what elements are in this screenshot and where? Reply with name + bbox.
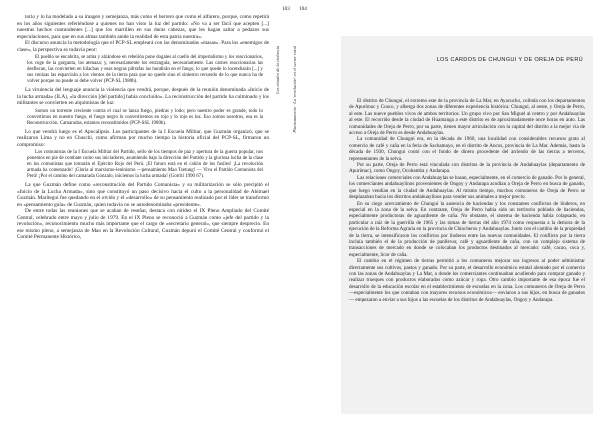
block-quote	[27, 150, 263, 180]
quote-text: Los comunistas de la I Escuela Militar del Partido, sello de los tiempos de paz y apertura de la guerra popular, nos ponemos en pie de combate como sus iniciadores, asumiendo bajo la dirección del Partido y la gloriosa lucha de la clase en los comunistas que tomarán el Ejército Rojo del Perú. ¡El futuro está en el cañón de los fusiles! ¡La revolución armada ha comenzado! ¡Gloria al marxismo-leninismo —pensamiento Mao Tsetung! — Viva el Partido Comunista del Perú! ¡Por el camino del camarada Gonzalo, iniciemos la lucha armada! (Gorriti 1990 67).	[27, 150, 263, 179]
box-text	[349, 98, 585, 303]
body-paragraph: La que Guzmán define como «reconstitución del Partido Comunista» y su militarización se sólo precipitó el «Inicio de la Lucha Armada», sino que constituyó un paso decisivo hacia el culto a la personalidad de Abimael Guzmán. Marítegui fue quedando en el olvido y el «desarrollo» de su pensamiento realizado por el líder se transformó en «pensamiento guía» de Guzmán, quien todavía no se autodenominaba «presidente».	[17, 182, 269, 208]
box-paragraph: El cambio en el régimen de tierras permitió a los comuneros mejorar sus ingresos al poder administrar directamente sus cultivos, pastos y ganado. Por su parte, el desarrollo económico estatal alentado por el comercio con las zonas de Andahuaylas y La Mar, a donde los comerciantes continuaban acudiendo para comprar ganado y realizar trueques con productos elaborados como azúcar y ropa. Otro cambio importante de esa época fue el desarrollo de la educación escolar en el establecimiento de escuelas en la zona. Los comuneros de Oreja de Perro —especialmente los que contaban con mayores recursos económicos— enviaron a sus hijos, en busca de ganados— empezaron a enviar a sus hijos a las escuelas de los distritos de Andahuaylas, Ongoy y Andarapa.	[349, 258, 585, 303]
box-paragraph: Por su parte, Oreja de Perro está vinculada con distritos de la provincia de Andahuaylas (departamento de Apurímac), como Ongoy, Ocobamba y Andarapa.	[349, 162, 585, 175]
body-paragraph: La virulencia del lenguaje anuncia la violencia que vendrá, porque, después de la reunión denominada «Inicio de la lucha armada» (ILA), «la dirección [del partido] había concluido». La reconstrucción del partido ha culminado y los militantes se convierten en alquimistas de luz:	[17, 87, 269, 106]
box-paragraph: La comunidad de Chungui era, en la década de 1960, una localidad con considerables recursos grato al comercio de café y caña en la feria de Sachamayo, en el distrito de Ancos, provincia de La Mar. Además, hasta la década de 1930, Chungui contó con el fondo de dinero procedente del arriendo de las tierras a terceros, representantes de la selva.	[349, 136, 585, 162]
right-page-number: 104	[299, 6, 307, 12]
quote-text: El pueblo se encabrita, se arma y alzándose en rebelión pone dogales al cuello del imperialismo y los reaccionarios, los coge de la garganta, los atenaza; y, necesariamente los estrangula, necesariamente. Las carnes reaccionarias las desflecan, las convierten en hilachas y esas negras piltrafas las hundirán en el fango, lo que quede lo incendiarán [...] y sus cenizas las esparcirán a los vientos de la tierra para que no quede sino el siniestro recuerdo de lo que nunca ha de volver porque no puede ni debe volver (PCP-SL 1980b).	[27, 55, 263, 84]
block-quote	[27, 55, 263, 85]
box-heading: LOS CARDOS DE CHUNGUI Y DE OREJA DE PERÚ	[436, 57, 583, 63]
box-paragraph: En su ciego acercamiento de Chungui la ausencia de haciendas y los constantes conflictos de linderos, en especial en la zona de la selva. En contraste, Oreja de Perro había sido un territorio poblado de haciendas, especialmente productoras de aguardiente de caña. No obstante, el sistema de hacienda había colapsado, en particular a raíz de la guerrilla de 1965 y las tomas de tierras del año 1974 como respuesta a la demora de la ejecución de la Reforma Agraria en la provincia de Chincheros y Andahuaylas. Junto con el cambio de la propiedad de la tierra, se intensificaron los conflictos por linderos entre las nuevas comunidades. El conflicto por la tierra incluía también el de la producción de panllevar, café y aguardiente de caña, con un complejo sistema de transacciones de mercado en donde se colocaban los productos destinados al mercado: café, cacao, coca y, especialmente, licor de caña.	[349, 200, 585, 258]
sidebar-box	[341, 36, 593, 414]
box-paragraph: El distrito de Chungui, el extremo este de la provincia de La Mar, en Ayacucho, colinda con los departamentos de Apurímac y Cusco, y alberga dos zonas de diferentes experiencia histórica: Chungui, al oeste, y Oreja de Perro, al este. Las nueve pueblos vivos de ambos territorios. Un grupo vivo por San Miguel al centro y por Andahuaylas al este. El recorrido desde la ciudad de Huamanga a este distrito es de aproximadamente once horas en auto. Las comunidades de Oreja de Perro, por su parte, tienen mayor articulación con la capital del distrito a la mejor vía de acceso a Oreja de Perro es desde Andahuaylas.	[349, 98, 585, 137]
left-page	[0, 0, 291, 431]
left-text-column	[17, 14, 269, 241]
body-paragraph: Lo que vendrá luego es el Apocalipsis. Los participantes de la I Escuela Militar, que Guzmán organizó, que se realizaron Lima y no en Chuschi, como afirman por mucho tiempo la historia oficial del PCP-SL, firmaron un compromiso:	[17, 128, 269, 148]
body-paragraph: De entre todas las reuniones que se acaban de reseñar, destaca con nitidez el IX Pleno Ampliado del Comité Central, celebrado entre mayo y julio de 1979. En el IX Pleno se reconoció a Guzmán como «jefe del partido y la revolución», reconocimiento mucho más importante que el cargo de «secretario general», que siempre desprecio. En ese mismo pleno, a semejanza de Mao en la Revolución Cultural, Guzmán depuró el Comité Central y conformó el Comité Permanente Histórico,	[17, 208, 269, 240]
right-running-head: Planteamiento · La 'revolución' en el sector rural	[292, 46, 297, 133]
right-page	[291, 0, 600, 431]
body-paragraph: torio y lo ha modelado a su imagen y semejanza, más como el herrero que como el alfarero, porque, como repetirá en los años siguientes referiéndose a quienes no han visto la luz del partido: «No va a ser fácil que acepten [...] nuestras hechos contundentes [...] que los martillen en sus duras cabezas, que les hagan saltar a pedazos sus especulaciones, para que en sus almas también anide la realidad de esta patria nuestra».	[17, 14, 269, 40]
body-paragraph: El discurso anuncia la metodología que el PCP-SL empleará con las denominadas «masas». Para los «enemigos de clase», la perspectiva es todavía peor:	[17, 40, 269, 53]
box-paragraph: Las relaciones comerciales con Andahuaylas se basan, especialmente, en el comercio de ganado. Por lo general, los comerciantes andahuaylinos provenientes de Ongoy y Andarapa acudían a Oreja de Perro en busca de ganado, que luego vendían en la ciudad de Andahuaylas. Al mismo tiempo, muchos comuneros de Oreja de Perro se desplazaban hacia los distritos andahuaylinos para vender sus animales a mejor precio.	[349, 174, 585, 201]
left-running-head: Los rituales de la violencia	[275, 46, 280, 94]
quote-text: Somos un torrente creciente contra el cual se lanza fuego, piedras y lodo; pero nuestro poder es grande, todo lo convertimos en nuestro fuego, el fuego negro lo convertiremos en rojo y lo rojo es luz. Eso somos nosotros, esa es la Reconstrucción. Camaradas, estamos reconstituidos (PCP-SSL 1980b).	[27, 108, 263, 126]
block-quote	[27, 109, 263, 127]
left-page-number: 103	[282, 6, 290, 12]
